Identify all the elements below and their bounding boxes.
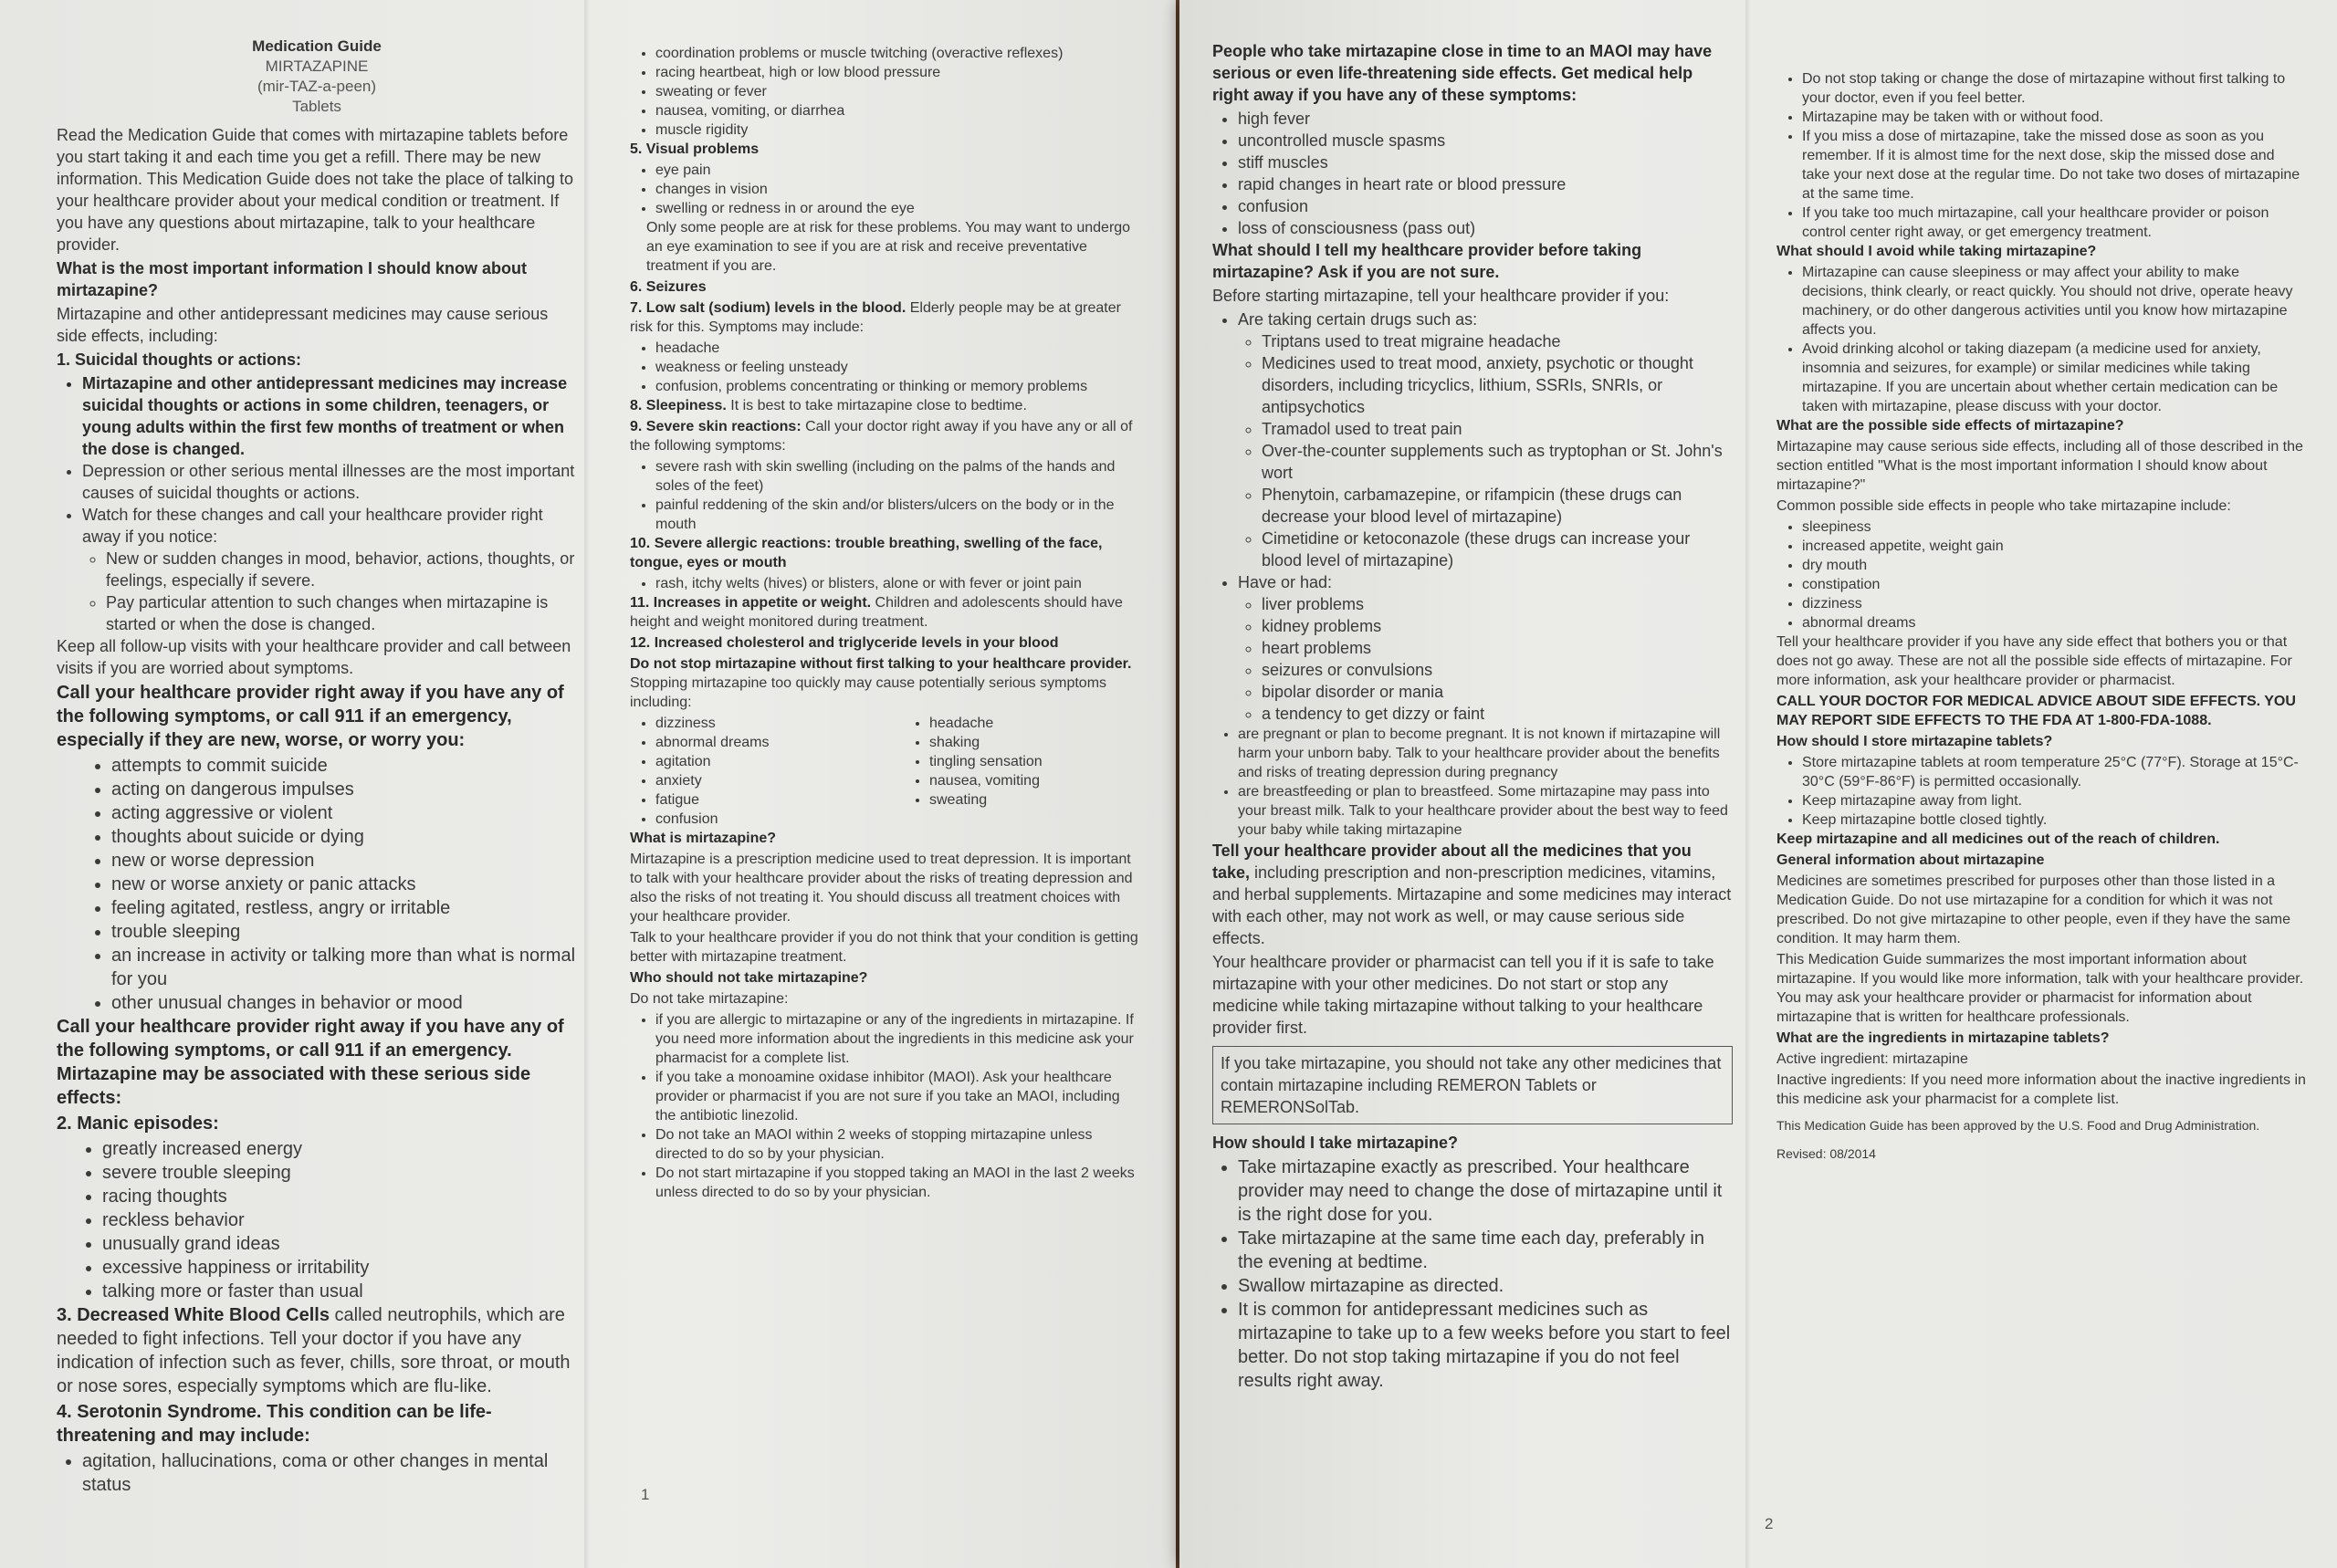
list-item: • an increase in activity or talking more than what is normal for you [111,944,577,991]
inline-text: Elderly people may be at greater risk for this. Symptoms may include: [630,300,1121,335]
list-item: • tingling sensation [929,752,1141,771]
withdrawal-symptoms [630,714,1141,829]
list-item: • abnormal dreams [655,733,867,752]
bullet-list [630,339,1141,396]
list-item: • Do not stop taking or change the dose of mirtazapine without first talking to your doctor, even if you feel better. [1802,69,2306,108]
list-item: • Take mirtazapine at the same time each day, preferably in the evening at bedtime. [1238,1227,1733,1274]
list-item: • other unusual changes in behavior or mood [111,991,577,1015]
list-item: • acting aggressive or violent [111,801,577,825]
bullet-list [630,161,1141,218]
callout-bold: Call your healthcare provider right away if you have any of the following symptoms, or call 911 if an emergency. Mirtazapine may be associated with these serious side effects: [57,1017,564,1108]
inline-heading: 3. Decreased White Blood Cells [57,1305,330,1325]
bullet-list [1212,308,1733,840]
list-item: • Do not take an MAOI within 2 weeks of stopping mirtazapine unless directed to do so by your physician. [655,1125,1141,1164]
paragraph: Keep all follow-up visits with your healthcare provider and call between visits if you are worried about symptoms. [57,637,571,677]
list-item: • coordination problems or muscle twitching (overactive reflexes) [655,44,1141,63]
list-item: • sweating [929,790,1141,810]
list-item: • Keep mirtazapine bottle closed tightly. [1802,810,2306,830]
list-item: • nausea, vomiting, or diarrhea [655,101,1141,120]
list-item: • new or worse anxiety or panic attacks [111,873,577,896]
list-item: • Swallow mirtazapine as directed. [1238,1274,1733,1298]
list-item: • If you miss a dose of mirtazapine, take the missed dose as soon as you remember. If it is almost time for the next dose, skip the missed dose and take your next dose at the regular time. Do not take two doses of mirtazapine at the same time. [1802,127,2306,204]
paragraph: This Medication Guide summarizes the most important information about mirtazapine. If you would like more information, talk with your healthcare provider. You may ask your healthcare provider or pharmacist for information about mirtazapine that is written for healthcare professionals. [1776,952,2304,1025]
list-item: • shaking [929,733,1141,752]
numbered-heading: 4. Serotonin Syndrome. This condition can be life-threatening and may include: [57,1402,492,1446]
list-item [82,504,577,635]
list-item: • racing thoughts [102,1185,577,1208]
list-item: • are pregnant or plan to become pregnant. It is not known if mirtazapine will harm your unborn baby. Talk to your healthcare provider about the benefits and risks of treating depression during pregnancy [1238,725,1733,782]
paragraph: Do not take mirtazapine: [630,991,789,1007]
list-item: • Store mirtazapine tablets at room temperature 25°C (77°F). Storage at 15°C-30°C (59°F-86°F) is permitted occasionally. [1802,753,2306,791]
page-2 [1179,0,2337,1568]
inline-heading: 9. Severe skin reactions: [630,419,802,434]
numbered-heading: 12. Increased cholesterol and triglyceride levels in your blood [630,635,1059,651]
numbered-heading: 5. Visual problems [630,141,760,157]
paragraph [630,298,1141,337]
section-heading: What is mirtazapine? [630,831,777,846]
revision-date: Revised: 08/2014 [1776,1146,1876,1161]
section-heading: How should I take mirtazapine? [1212,1134,1459,1152]
guide-header [57,37,577,117]
guide-title: Medication Guide [252,37,382,55]
page-number: 2 [1765,1515,1774,1532]
list-item: • confusion, problems concentrating or thinking or memory problems [655,377,1141,396]
list-item: ◦ Cimetidine or ketoconazole (these drugs can increase your blood level of mirtazapine) [1262,528,1733,571]
list-item: • fatigue [655,790,867,810]
list-item: • changes in vision [655,180,1141,199]
section-heading: What should I avoid while taking mirtazapine? [1776,244,2097,259]
dosage-form: Tablets [292,98,341,115]
list-item: • anxiety [655,771,867,790]
list-item: • sleepiness [1802,517,2306,537]
fda-report-notice: CALL YOUR DOCTOR FOR MEDICAL ADVICE ABOUT SIDE EFFECTS. YOU MAY REPORT SIDE EFFECTS TO THE FDA AT 1-800-FDA-1088. [1776,694,2296,728]
list-item: • It is common for antidepressant medicines such as mirtazapine to take up to a few weeks before you start to feel better. Do not stop taking mirtazapine if you do not feel results right away. [1238,1298,1733,1393]
bullet-list [1212,108,1733,239]
list-item: • headache [929,714,1141,733]
list-item: • feeling agitated, restless, angry or irritable [111,896,577,920]
intro-paragraph: Read the Medication Guide that comes with mirtazapine tablets before you start taking it and each time you get a refill. There may be new information. This Medication Guide does not take the place of talking to your healthcare provider about your medical condition or treatment. If you have any questions about mirtazapine, talk to your healthcare provider. [57,126,573,254]
paragraph: Only some people are at risk for these problems. You may want to undergo an eye examination to see if you are at risk and receive preventative treatment if you are. [646,220,1131,274]
list-item: ◦ New or sudden changes in mood, behavior, actions, thoughts, or feelings, especially if severe. [106,548,577,591]
inline-text: Children and adolescents should have height and weight monitored during treatment. [630,595,1123,630]
numbered-heading: 2. Manic episodes: [57,1113,219,1134]
list-item: • nausea, vomiting [929,771,1141,790]
list-item: • abnormal dreams [1802,613,2306,632]
section-heading: What should I tell my healthcare provider before taking mirtazapine? Ask if you are not sure. [1212,241,1642,281]
inline-heading: 11. Increases in appetite or weight. [630,595,872,611]
list-item: • Mirtazapine may be taken with or without food. [1802,108,2306,127]
list-item: ◦ Over-the-counter supplements such as tryptophan or St. John's wort [1262,440,1733,484]
paragraph: Inactive ingredients: If you need more information about the inactive ingredients in this medicine ask your pharmacist for a complete list. [1776,1072,2306,1107]
section-heading: Who should not take mirtazapine? [630,970,868,986]
list-item: • agitation [655,752,867,771]
section-heading: How should I store mirtazapine tablets? [1776,734,2053,749]
list-item: ◦ Phenytoin, carbamazepine, or rifampicin (these drugs can decrease your blood level of mirtazapine) [1262,484,1733,528]
sub-list [82,548,577,635]
paragraph: Mirtazapine is a prescription medicine used to treat depression. It is important to talk with your healthcare provider about the risks of treating depression and also the risks of not treating it. You should discuss all treatment choices with your healthcare provider. [630,852,1133,925]
list-item: ◦ Tramadol used to treat pain [1262,418,1733,440]
page-fold [584,0,590,1568]
list-item: • If you take too much mirtazapine, call your healthcare provider or poison control center right away, or get emergency treatment. [1802,204,2306,242]
list-item: • high fever [1238,108,1733,130]
list-item: • rapid changes in heart rate or blood pressure [1238,173,1733,195]
callout-bold: Call your healthcare provider right away if you have any of the following symptoms, or call 911 if an emergency, especially if they are new, worse, or worry you: [57,683,564,750]
inline-heading: 7. Low salt (sodium) levels in the blood. [630,300,907,316]
paragraph: Mirtazapine may cause serious side effects, including all of those described in the section entitled "What is the most important information I should know about mirtazapine?" [1776,439,2303,493]
list-item: • acting on dangerous impulses [111,778,577,801]
inline-text: called neutrophils, which are needed to fight infections. Tell your doctor if you have any indication of infection such as fever, chills, sore throat, or mouth or nose sores, especially symptoms which are flu-like. [57,1305,571,1396]
paragraph: Medicines are sometimes prescribed for purposes other than those listed in a Medication Guide. Do not use mirtazapine for a condition for which it was not prescribed. Do not give mirtazapine to other people, even if they have the same condition. It may harm them. [1776,873,2290,946]
list-item: ◦ seizures or convulsions [1262,659,1733,681]
list-item: ◦ a tendency to get dizzy or faint [1262,703,1733,725]
list-item [1238,308,1733,571]
list-item: • if you take a monoamine oxidase inhibitor (MAOI). Ask your healthcare provider or pharmacist if you are not sure if you take an MAOI, including the antibiotic linezolid. [655,1068,1141,1125]
page-fold [1745,0,1751,1568]
bullet-list [57,372,577,635]
list-item: • eye pain [655,161,1141,180]
list-item: • excessive happiness or irritability [102,1256,577,1280]
list-item: • swelling or redness in or around the eye [655,199,1141,218]
sub-list [1238,593,1733,725]
paragraph: Common possible side effects in people who take mirtazapine include: [1776,498,2231,514]
list-item: • Do not start mirtazapine if you stopped taking an MAOI in the last 2 weeks unless directed to do so by your physician. [655,1164,1141,1202]
list-item: • weakness or feeling unsteady [655,358,1141,377]
section-heading: What is the most important information I should know about mirtazapine? [57,259,527,299]
sub-list [1238,330,1733,571]
list-item: ◦ Medicines used to treat mood, anxiety, psychotic or thought disorders, including tricyclics, lithium, SSRIs, SNRIs, or antipsychotics [1262,352,1733,418]
paragraph: Your healthcare provider or pharmacist can tell you if it is safe to take mirtazapine with your other medicines. Do not start or stop any medicine while taking mirtazapine without talking to your healthcare provider first. [1212,953,1714,1037]
list-item: • loss of consciousness (pass out) [1238,217,1733,239]
list-item: • are breastfeeding or plan to breastfeed. Some mirtazapine may pass into your breast milk. Talk to your healthcare provider about the best way to feed your baby while taking mirtazapine [1238,782,1733,840]
section-heading: What are the ingredients in mirtazapine tablets? [1776,1030,2110,1046]
symptom-list [57,754,577,1015]
inline-heading: 8. Sleepiness. [630,398,727,413]
section-heading: What are the possible side effects of mirtazapine? [1776,418,2124,434]
callout-bold: Keep mirtazapine and all medicines out of the reach of children. [1776,831,2220,847]
manic-list [57,1137,577,1303]
list-item: • stiff muscles [1238,152,1733,173]
inline-heading: Tell your healthcare provider about all the medicines that you take, [1212,841,1692,882]
inline-text: including prescription and non-prescription medicines, vitamins, and herbal supplements. Mirtazapine and some medicines may interact with each other, may not work as well, or may cause serious side effects. [1212,863,1732,947]
page-number: 1 [641,1486,650,1503]
bullet-list [1776,753,2306,830]
callout-bold: People who take mirtazapine close in time to an MAOI may have serious or even life-threatening side effects. Get medical help right away if you have any of these symptoms: [1212,42,1713,104]
list-item: • constipation [1802,575,2306,594]
list-item: • greatly increased energy [102,1137,577,1161]
list-item: ◦ Pay particular attention to such changes when mirtazapine is started or when the dose is changed. [106,591,577,635]
list-item [1238,571,1733,725]
list-item: • Take mirtazapine exactly as prescribed. Your healthcare provider may need to change the dose of mirtazapine until it is the right dose for you. [1238,1155,1733,1227]
paragraph [630,593,1141,632]
inline-text: Call your doctor right away if you have any or all of the following symptoms: [630,419,1133,454]
list-item: ◦ heart problems [1262,637,1733,659]
numbered-heading: 6. Seizures [630,279,707,295]
numbered-heading: 1. Suicidal thoughts or actions: [57,350,302,369]
paragraph: Mirtazapine and other antidepressant medicines may cause serious side effects, including: [57,305,549,345]
drug-name: MIRTAZAPINE [265,57,369,75]
list-item: • dry mouth [1802,556,2306,575]
list-item: • unusually grand ideas [102,1232,577,1256]
paragraph: Before starting mirtazapine, tell your healthcare provider if you: [1212,287,1670,305]
bullet-list [1776,69,2306,242]
list-item: • confusion [655,810,867,829]
list-text: Are taking certain drugs such as: [1238,310,1478,329]
inline-heading: Do not stop mirtazapine without first talking to your healthcare provider. [630,656,1132,672]
list-item: • reckless behavior [102,1208,577,1232]
side-effect-list [1776,517,2306,632]
list-item: ◦ kidney problems [1262,615,1733,637]
bullet-list [904,714,1141,829]
paragraph [630,417,1141,455]
paragraph [1212,840,1733,949]
list-item: • Depression or other serious mental illnesses are the most important causes of suicidal thoughts or actions. [82,460,577,504]
list-item: • thoughts about suicide or dying [111,825,577,849]
remeron-warning-box: If you take mirtazapine, you should not take any other medicines that contain mirtazapine including REMERON Tablets or REMERONSolTab. [1212,1046,1733,1124]
paragraph: Tell your healthcare provider if you have any side effect that bothers you or that does not go away. These are not all the possible side effects of mirtazapine. For more information, ask your healthcare provider or pharmacist. [1776,634,2292,688]
list-item: • trouble sleeping [111,920,577,944]
page2-column-1 [1212,40,1733,1393]
bullet-list [630,574,1141,593]
list-item: • Mirtazapine and other antidepressant medicines may increase suicidal thoughts or actions in some children, teenagers, or young adults within the first few months of treatment or when the dose is changed. [82,372,577,460]
list-item: • racing heartbeat, high or low blood pressure [655,63,1141,82]
page1-column-1 [57,37,577,1497]
page2-column-2 [1776,69,2306,1166]
list-item: • if you are allergic to mirtazapine or any of the ingredients in mirtazapine. If you need more information about the ingredients in this medicine ask your pharmacist for a complete list. [655,1010,1141,1068]
list-item: ◦ Triptans used to treat migraine headache [1262,330,1733,352]
inline-text: It is best to take mirtazapine close to bedtime. [726,398,1027,413]
numbered-heading: 10. Severe allergic reactions: trouble breathing, swelling of the face, tongue, eyes or mouth [630,536,1103,570]
list-item: • Keep mirtazapine away from light. [1802,791,2306,810]
list-item: • rash, itchy welts (hives) or blisters, alone or with fever or joint pain [655,574,1141,593]
list-item: • talking more or faster than usual [102,1280,577,1303]
list-text: Watch for these changes and call your healthcare provider right away if you notice: [82,506,543,546]
list-text: Have or had: [1238,573,1333,591]
list-item: • attempts to commit suicide [111,754,577,778]
page1-column-2 [630,44,1141,1202]
paragraph: Active ingredient: mirtazapine [1776,1051,1968,1067]
list-item: • sweating or fever [655,82,1141,101]
paragraph: Talk to your healthcare provider if you do not think that your condition is getting better with mirtazapine treatment. [630,930,1138,965]
list-item: • Mirtazapine can cause sleepiness or may affect your ability to make decisions, think clearly, or react quickly. You should not drive, operate heavy machinery, or do other dangerous activities until you know how mirtazapine affects you. [1802,263,2306,340]
list-item: ◦ liver problems [1262,593,1733,615]
list-item: • confusion [1238,195,1733,217]
list-item: • uncontrolled muscle spasms [1238,130,1733,152]
bullet-list [630,714,867,829]
bullet-list [630,44,1141,140]
list-item: • new or worse depression [111,849,577,873]
list-item: • dizziness [1802,594,2306,613]
list-item: • severe trouble sleeping [102,1161,577,1185]
list-item: • agitation, hallucinations, coma or other changes in mental status [82,1449,577,1497]
pronunciation: (mir-TAZ-a-peen) [257,78,377,95]
list-item: • severe rash with skin swelling (including on the palms of the hands and soles of the feet) [655,457,1141,496]
bullet-list [1212,1155,1733,1393]
section-heading: General information about mirtazapine [1776,852,2045,868]
list-item: ◦ bipolar disorder or mania [1262,681,1733,703]
list-item: • dizziness [655,714,867,733]
bullet-list [630,457,1141,534]
list-item: • Avoid drinking alcohol or taking diazepam (a medicine used for anxiety, insomnia and seizures, for example) or similar medicines while taking mirtazapine. If you are uncertain about whether certain medication can be taken with mirtazapine, please discuss with your doctor. [1802,340,2306,416]
list-item: • painful reddening of the skin and/or blisters/ulcers on the body or in the mouth [655,496,1141,534]
paragraph [630,654,1141,712]
bullet-list [630,1010,1141,1202]
paragraph [57,1303,577,1398]
list-item: • muscle rigidity [655,120,1141,140]
list-item: • headache [655,339,1141,358]
paragraph [630,396,1141,415]
bullet-list [57,1449,577,1497]
fda-approval-note: This Medication Guide has been approved by the U.S. Food and Drug Administration. [1776,1118,2260,1133]
bullet-list [1776,263,2306,416]
list-item: • increased appetite, weight gain [1802,537,2306,556]
inline-text: Stopping mirtazapine too quickly may cause potentially serious symptoms including: [630,675,1107,710]
